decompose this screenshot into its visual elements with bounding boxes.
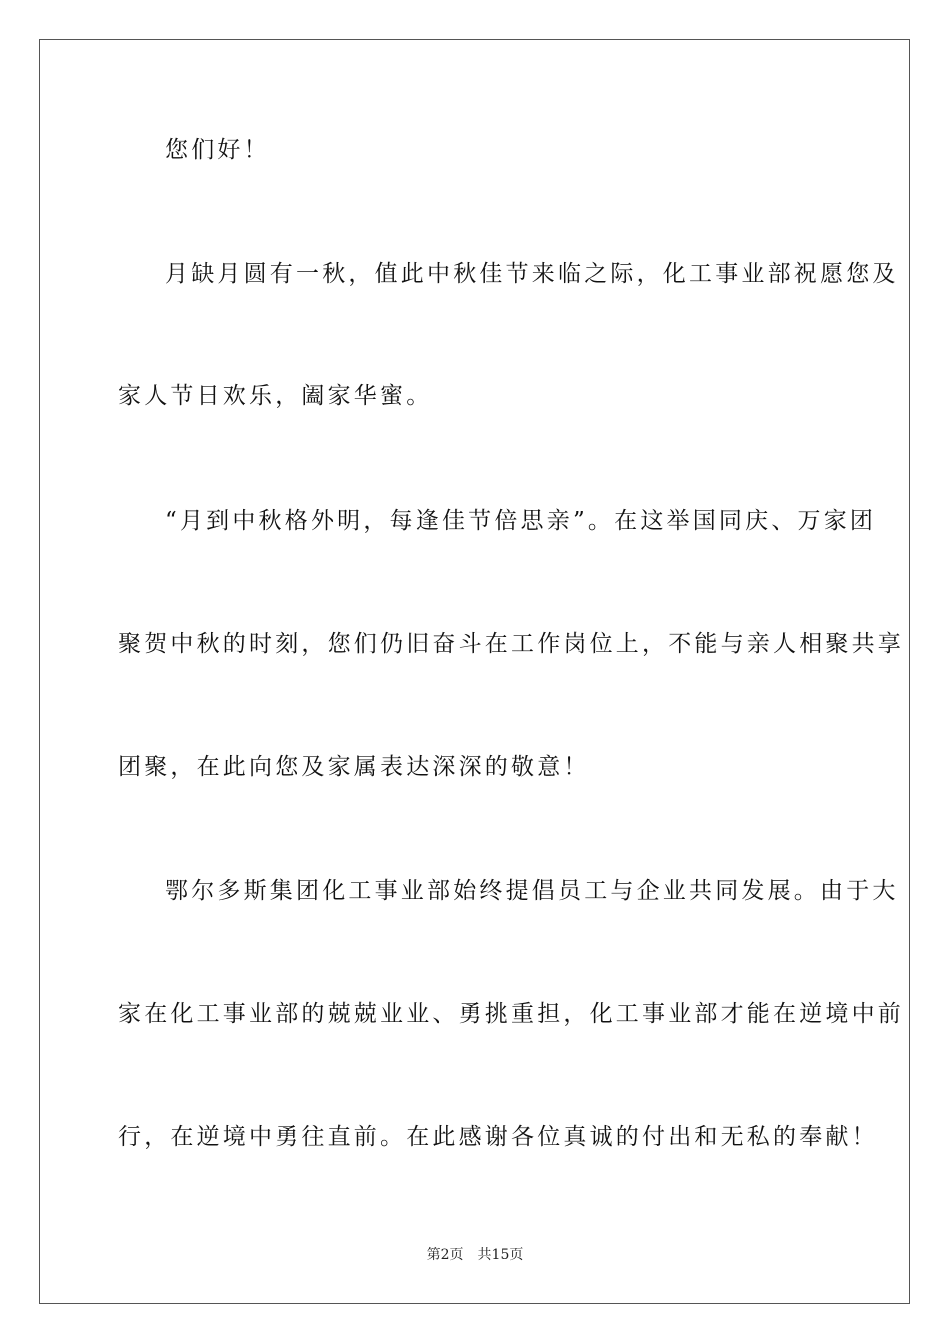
paragraph-2-line-2: 聚贺中秋的时刻，您们仍旧奋斗在工作岗位上，不能与亲人相聚共享 — [118, 631, 904, 657]
paragraph-3-line-3: 行，在逆境中勇往直前。在此感谢各位真诚的付出和无私的奉献！ — [118, 1124, 878, 1150]
page-footer — [0, 1246, 950, 1264]
paragraph-1-line-2: 家人节日欢乐，阖家华蜜。 — [118, 383, 433, 409]
paragraph-3-line-2: 家在化工事业部的兢兢业业、勇挑重担，化工事业部才能在逆境中前 — [118, 1001, 904, 1027]
paragraph-2-line-1: “月到中秋格外明，每逢佳节倍思亲”。在这举国同庆、万家团 — [165, 508, 877, 534]
page-number: 第2页 — [426, 1247, 464, 1263]
page-border — [39, 39, 910, 1304]
paragraph-2-line-3: 团聚，在此向您及家属表达深深的敬意！ — [118, 754, 590, 780]
greeting-line: 您们好！ — [165, 137, 270, 163]
total-pages: 共15页 — [477, 1247, 524, 1263]
paragraph-1-line-1: 月缺月圆有一秋，值此中秋佳节来临之际，化工事业部祝愿您及 — [165, 261, 899, 287]
paragraph-3-line-1: 鄂尔多斯集团化工事业部始终提倡员工与企业共同发展。由于大 — [165, 878, 899, 904]
